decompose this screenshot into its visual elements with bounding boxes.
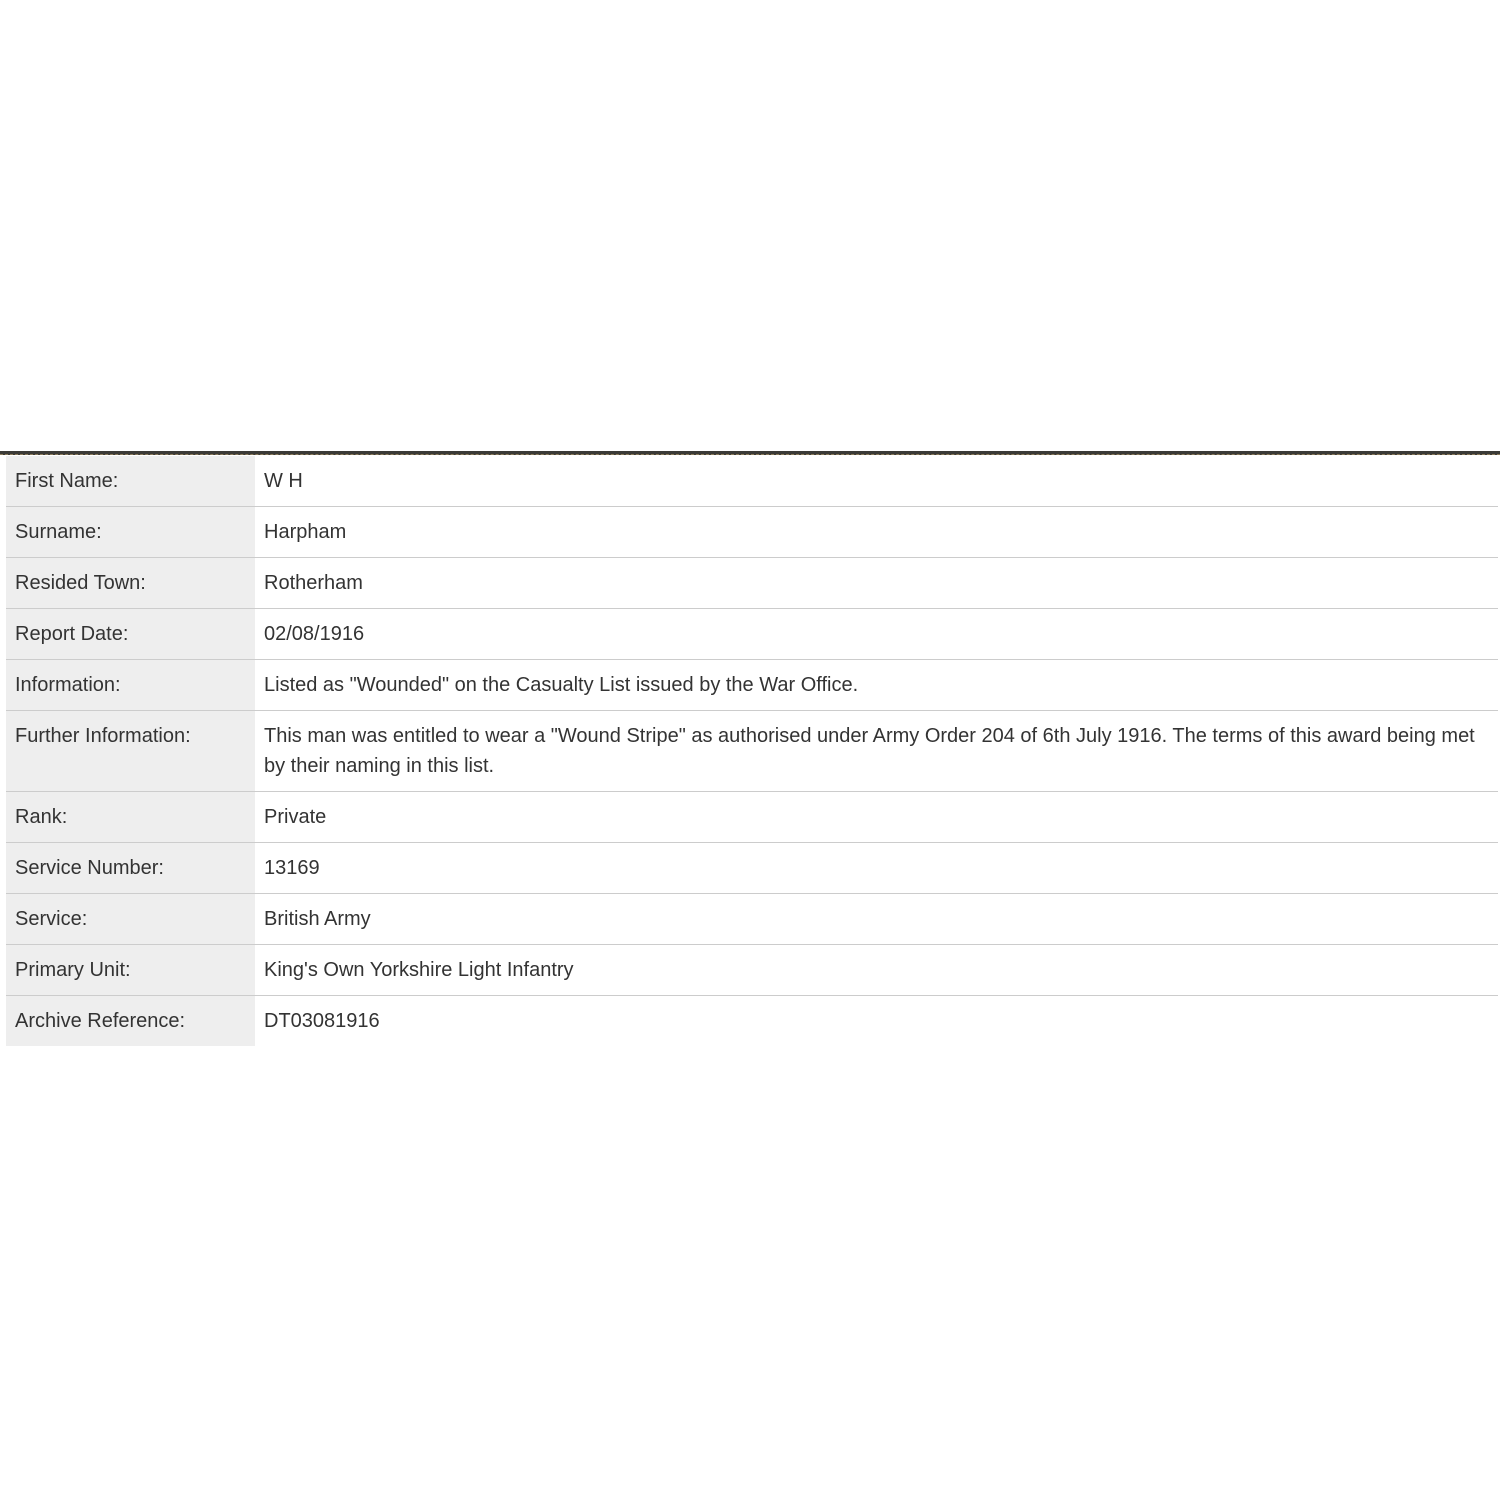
further-information-value: This man was entitled to wear a "Wound Stripe" as authorised under Army Order 204 of 6th July 1916. The terms of this award being met by their naming in this list.	[255, 711, 1498, 792]
surname-label: Surname:	[6, 507, 255, 558]
table-row	[6, 507, 1498, 558]
table-row	[6, 456, 1498, 507]
service-number-value: 13169	[255, 843, 1498, 894]
table-row	[6, 894, 1498, 945]
service-value: British Army	[255, 894, 1498, 945]
rank-label: Rank:	[6, 792, 255, 843]
service-number-label: Service Number:	[6, 843, 255, 894]
resided-town-value: Rotherham	[255, 558, 1498, 609]
table-row	[6, 792, 1498, 843]
surname-value: Harpham	[255, 507, 1498, 558]
information-label: Information:	[6, 660, 255, 711]
archive-reference-value: DT03081916	[255, 996, 1498, 1047]
table-row	[6, 660, 1498, 711]
rank-value: Private	[255, 792, 1498, 843]
report-date-value: 02/08/1916	[255, 609, 1498, 660]
table-row	[6, 609, 1498, 660]
primary-unit-label: Primary Unit:	[6, 945, 255, 996]
information-value: Listed as "Wounded" on the Casualty List issued by the War Office.	[255, 660, 1498, 711]
service-label: Service:	[6, 894, 255, 945]
casualty-record-table	[6, 456, 1498, 1046]
table-row	[6, 945, 1498, 996]
table-row	[6, 843, 1498, 894]
table-row	[6, 996, 1498, 1047]
table-row	[6, 558, 1498, 609]
primary-unit-value: King's Own Yorkshire Light Infantry	[255, 945, 1498, 996]
first-name-value: W H	[255, 456, 1498, 507]
table-row	[6, 711, 1498, 792]
archive-reference-label: Archive Reference:	[6, 996, 255, 1047]
resided-town-label: Resided Town:	[6, 558, 255, 609]
top-divider-rule	[0, 451, 1500, 455]
report-date-label: Report Date:	[6, 609, 255, 660]
further-information-label: Further Information:	[6, 711, 255, 792]
first-name-label: First Name:	[6, 456, 255, 507]
